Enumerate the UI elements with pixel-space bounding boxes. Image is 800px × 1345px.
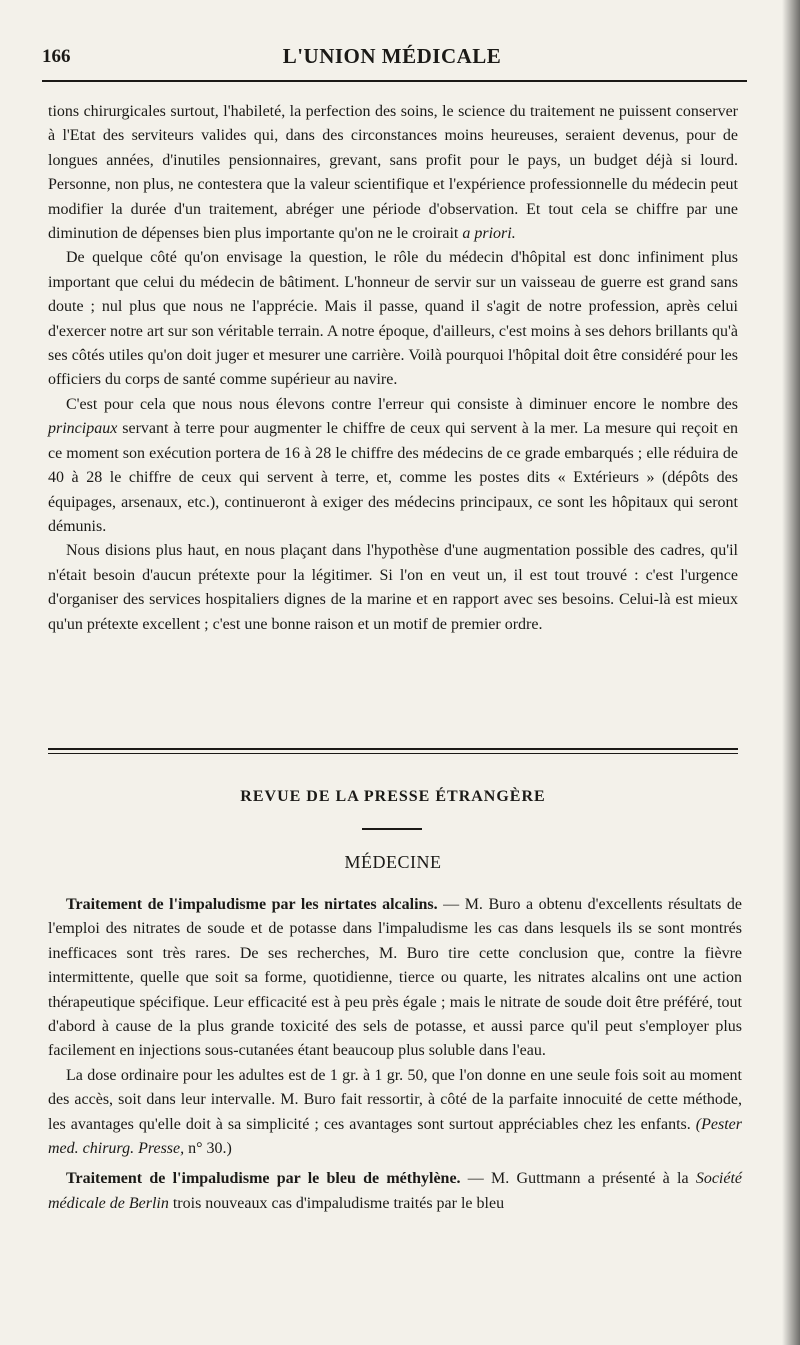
- paragraph: De quelque côté qu'on envisage la question, le rôle du médecin d'hôpital est donc infiniment plus important que celui du médecin de bâtiment. L'honneur de servir sur un vaisseau de guerre est grand sans doute ; nul plus que nous ne l'apprécie. Mais il passe, quand il s'agit de notre profession, après celui d'exercer notre art sur son véritable terrain. A notre époque, d'ailleurs, c'est moins à ses dehors brillants qu'à ses côtés utiles qu'on doit juger et mesurer une carrière. Voilà pourquoi l'hôpital doit être considéré pour les officiers du corps de santé comme supérieur au navire.: [48, 249, 738, 389]
- page-number: 166: [42, 46, 71, 67]
- paragraph-text: tions chirurgicales surtout, l'habileté, la perfection des soins, le science du traitement ne puissent conserver à l'Etat des serviteurs valides qui, dans des circonstances moins heureuses, seraient devenus, pour de longues années, d'inutiles pensionnaires, grevant, sans profit pour le pays, un budget déjà si lourd. Personne, non plus, ne contestera que la valeur scientifique et l'expérience professionnelle du médecin peut modifier la durée d'un traitement, abréger une période d'observation. Et tout cela se chiffre par une diminution de dépenses bien plus importante qu'on ne le croirait: [48, 103, 738, 243]
- article-text: trois nouveaux cas d'impaludisme traités par le bleu: [168, 1194, 505, 1212]
- paragraph-text: C'est pour cela que nous nous élevons contre l'erreur qui consiste à diminuer encore le nombre des: [66, 395, 738, 413]
- society-name: Société médicale de Berlin: [48, 1170, 743, 1212]
- section-divider: [48, 748, 738, 754]
- paragraph: [48, 100, 738, 246]
- running-title: L'UNION MÉDICALE: [282, 44, 502, 68]
- paragraph: [48, 393, 738, 539]
- article-paragraph: [48, 1064, 742, 1162]
- page-edge-shadow: [782, 0, 800, 1345]
- page-header: [42, 40, 742, 80]
- article-body: [48, 100, 738, 637]
- press-review-body: [48, 893, 742, 1216]
- article-paragraph: [48, 1167, 742, 1216]
- section-subtitle: MÉDECINE: [344, 852, 442, 872]
- article-paragraph: [48, 893, 742, 1064]
- article-text: La dose ordinaire pour les adultes est de 1 gr. à 1 gr. 50, que l'on donne en une seule fois soit au moment des accès, soit dans leur intervalle. M. Buro fait ressortir, à côté de la parfaite innocuité de cette méthode, les avantages qu'elle doit à sa simplicité ; ces avantages sont surtout appréciables chez les enfants.: [48, 1066, 742, 1133]
- article-title: Traitement de l'impaludisme par les nirtates alcalins.: [66, 896, 438, 913]
- article-text: — M. Buro a obtenu d'excellents résultats de l'emploi des nitrates de soude et de potasse dans l'impaludisme les cas dans lesquels ils se sont montrés inefficaces sont très rares. De ses recherches, M. Buro tire cette conclusion que, contre la fièvre intermittente, quelle que soit sa forme, quotidienne, tierce ou quarte, les nitrates alcalins ont une action thérapeutique spécifique. Leur efficacité est à peu près égale ; mais le nitrate de soude doit être préféré, tout d'abord à cause de la plus grande toxicité des sels de potasse, et aussi parce qu'il peut s'employer plus facilement en injections sous-cutanées étant beaucoup plus soluble dans l'eau.: [48, 896, 743, 1060]
- section-title: REVUE DE LA PRESSE ÉTRANGÈRE: [240, 788, 546, 805]
- header-rule: [42, 80, 747, 82]
- article-text: — M. Guttmann a présenté à la: [460, 1170, 696, 1188]
- italic-principaux: principaux: [48, 420, 118, 438]
- citation-end: n° 30.): [188, 1140, 232, 1158]
- citation: (Pester med. chirurg. Presse,: [48, 1115, 742, 1158]
- italic-a-priori: a priori.: [462, 225, 516, 243]
- short-rule: [362, 828, 422, 830]
- article-title: Traitement de l'impaludisme par le bleu de méthylène.: [66, 1170, 461, 1188]
- paragraph-text: servant à terre pour augmenter le chiffre de ceux qui servent à la mer. La mesure qui reçoit en ce moment son exécution portera de 16 à 28 le chiffre des médecins de ce grade embarqués ; elle réduira de 40 à 28 le chiffre de ceux qui servent à terre, et, comme les postes dits « Extérieurs » (dépôts des équipages, arsenaux, etc.), continueront à exiger des médecins principaux, ce sont les hôpitaux qui seront démunis.: [48, 420, 738, 535]
- paragraph: Nous disions plus haut, en nous plaçant dans l'hypothèse d'une augmentation possible des cadres, qu'il n'était besoin d'aucun prétexte pour la légitimer. Si l'on en veut un, il est tout trouvé : c'est l'urgence d'organiser des services hospitaliers dignes de la marine et en rapport avec ses besoins. Celui-là est mieux qu'un prétexte excellent ; c'est une bonne raison et un motif de premier ordre.: [48, 542, 738, 633]
